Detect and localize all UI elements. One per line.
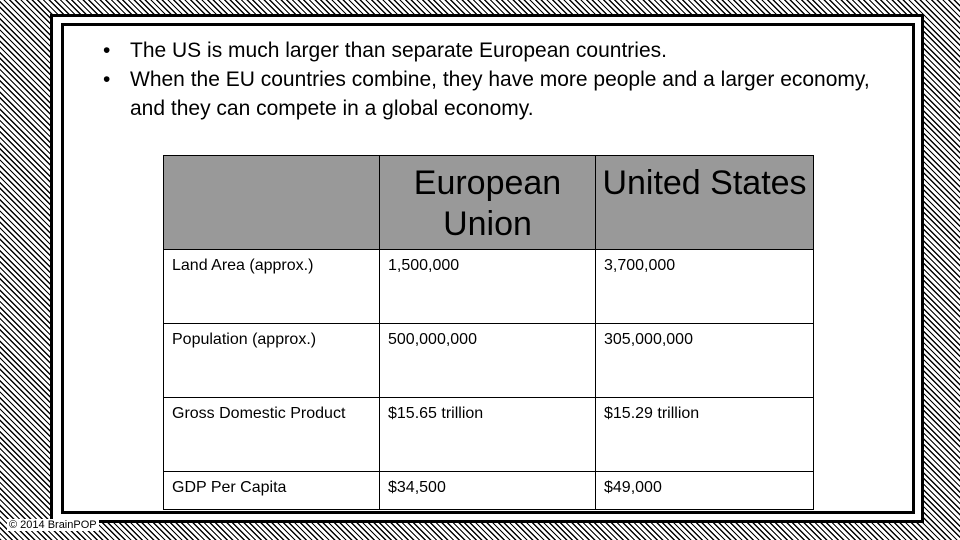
- bullet-icon: •: [103, 68, 111, 91]
- header-european-union: European Union: [380, 156, 596, 250]
- bullet-text: The US is much larger than separate European countries.: [130, 39, 667, 62]
- copyright-notice: © 2014 BrainPOP: [9, 519, 97, 531]
- table-header-row: [164, 156, 814, 250]
- us-value: $15.29 trillion: [596, 398, 814, 472]
- bullet-item: [103, 65, 893, 123]
- comparison-table: [163, 155, 814, 510]
- bullet-list: [103, 36, 893, 123]
- table-row: [164, 398, 814, 472]
- us-value: 305,000,000: [596, 324, 814, 398]
- bullet-item: [103, 36, 893, 65]
- us-value: 3,700,000: [596, 250, 814, 324]
- us-value: $49,000: [596, 472, 814, 510]
- row-label: Population (approx.): [164, 324, 380, 398]
- eu-value: 1,500,000: [380, 250, 596, 324]
- header-corner-cell: [164, 156, 380, 250]
- table-row: [164, 250, 814, 324]
- bullet-text: When the EU countries combine, they have more people and a larger economy, and they can compete in a global economy.: [130, 68, 870, 120]
- row-label: Gross Domestic Product: [164, 398, 380, 472]
- eu-value: $34,500: [380, 472, 596, 510]
- bullet-icon: •: [103, 39, 111, 62]
- header-united-states: United States: [596, 156, 814, 250]
- table-row: [164, 472, 814, 510]
- row-label: GDP Per Capita: [164, 472, 380, 510]
- table-row: [164, 324, 814, 398]
- row-label: Land Area (approx.): [164, 250, 380, 324]
- eu-value: 500,000,000: [380, 324, 596, 398]
- eu-value: $15.65 trillion: [380, 398, 596, 472]
